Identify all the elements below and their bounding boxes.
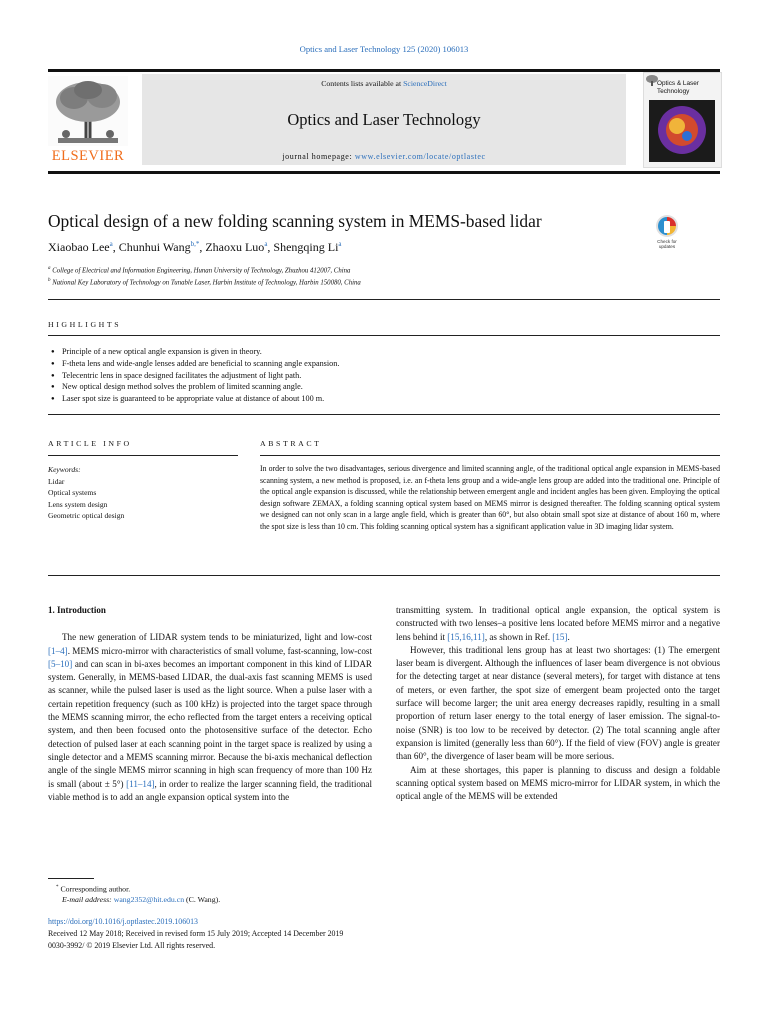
affiliation-sup: b <box>48 278 51 283</box>
affiliation <box>48 278 361 286</box>
divider <box>260 455 720 456</box>
email-link[interactable]: wang2352@hit.edu.cn <box>113 895 185 904</box>
right-column <box>396 604 720 803</box>
citation-link[interactable]: [5–10] <box>48 658 73 669</box>
contents-prefix: Contents lists available at <box>321 79 404 88</box>
left-column <box>48 604 372 804</box>
author-affil-sup[interactable]: b,* <box>190 240 200 248</box>
email-suffix: (C. Wang). <box>184 895 221 904</box>
received-dates: Received 12 May 2018; Received in revised form 15 July 2019; Accepted 14 December 2019 <box>48 929 344 938</box>
author-list: Xiaobao Lee$^a$, Chunhui Wang$^{b,*}$, Zhaoxu Luo$^a$, Shengqing Li$^a$ <box>48 240 342 254</box>
journal-title: Optics and Laser Technology <box>287 110 481 129</box>
journal-reference[interactable]: Optics and Laser Technology 125 (2020) 106013 <box>299 44 469 54</box>
highlights-list <box>48 346 648 405</box>
author-name[interactable]: Xiaobao Lee <box>48 240 110 254</box>
highlights-heading: HIGHLIGHTS <box>48 320 122 329</box>
affiliation <box>48 266 350 274</box>
affiliation-text: College of Electrical and Information Engineering, Hunan University of Technology, Zhuzhou 412007, China <box>52 267 351 275</box>
bottom-rule <box>48 171 720 174</box>
doi-link[interactable]: https://doi.org/10.1016/j.optlastec.2019.106013 <box>48 917 198 926</box>
keyword: Geometric optical design <box>48 511 125 521</box>
journal-homepage <box>142 152 626 161</box>
author-affil-sup[interactable]: a <box>109 240 113 248</box>
article-info-heading: ARTICLE INFO <box>48 439 132 448</box>
author-affil-sup[interactable]: a <box>338 240 342 248</box>
paragraph: The new generation of LIDAR system tends to be miniaturized, light and low-cost [1–4]. MEMS micro-mirror with characteristics of small volume, fast-scanning, low-cost [5–10] and can scan in bi-axes becomes an important component in this kind of LIDAR system. Generally, in MEMS-based LIDAR, the dual-axis fast scanning MEMS is used as scanner, while the pulsed laser is used as the light source. When a pulse laser with a certain repetition frequency (such as 100 kHz) is projected into the target space through the MEMS scanning mirror, the echo reflected from the target enters a receiving optical system, and then been focused onto the photosensitive surface of the detector. Echo detection of pulsed laser at each scanning point in the target space is realized by using a single detector and a MEMS scanning mirror. Because the bi-axis mechanical deflection angle of the single MEMS mirror scanning in high scan frequency of more than 100 Hz is small (about ± 5°) [11–14], in order to realize the larger scanning field, the traditional viable method is to add an angle expansion optical system into the <box>48 632 372 802</box>
highlight-item: ● Principle of a new optical angle expansion is given in theory. <box>48 346 648 358</box>
publisher-wordmark: ELSEVIER <box>51 148 125 164</box>
citation-link[interactable]: [1–4] <box>48 645 68 656</box>
divider <box>48 335 720 336</box>
citation-link[interactable]: [15,16,11] <box>447 631 485 642</box>
divider <box>48 455 238 456</box>
footnote-rule <box>48 878 94 879</box>
copyright: 0030-3992/ © 2019 Elsevier Ltd. All rights reserved. <box>48 941 216 950</box>
article-title: Optical design of a new folding scanning system in MEMS-based lidar <box>48 211 542 231</box>
section-heading: 1. Introduction <box>48 605 106 615</box>
author-name[interactable]: Chunhui Wang <box>118 240 191 254</box>
footnote-email <box>62 894 220 906</box>
keywords-block <box>48 464 228 522</box>
paragraph: However, this traditional lens group has at least two shortages: (1) The emergent laser beam is divergent. Although the influences of laser beam divergence is not obvious for the detecting target at near distance (several meters), for target with distance at tens of meters, or even farther, the spot size of emergent beam projected onto the target surface will become larger; the unit area energy decreases rapidly, resulting in a small proportion of return laser energy to the total energy of laser emission. The signal-to-noise (SNR) is too low to be received by detector. (2) The total scanning angle after expansion is limited (generally less than 60°). If the field of view (FOV) angle is greater than 60°, the divergence of laser beam will be more serious. <box>396 644 720 762</box>
keywords-label: Keywords: <box>48 465 81 474</box>
email-label: E-mail address: <box>62 895 114 904</box>
check-for-updates-icon[interactable] <box>652 214 682 250</box>
highlight-item: ● F-theta lens and wide-angle lenses added are beneficial to scanning angle expansion. <box>48 358 648 370</box>
abstract-heading: ABSTRACT <box>260 439 322 448</box>
affiliation-sup: a <box>48 266 51 271</box>
divider <box>48 414 720 415</box>
keyword: Optical systems <box>48 488 97 498</box>
abstract-text: In order to solve the two disadvantages, serious divergence and limited scanning angle, of the traditional optical angle expansion in MEMS-based scanning system, a new method is proposed, i.e. an f-theta lens group and a wide-angle lens group are added into the traditional one. Principle of the optical angle expansion is discussed, while the relationship between emergent angle and incident angles has been given. Employing the optical design software ZEMAX, a folding scanning optical system based on MEMS mirror is designed thereafter. The folding scanning optical system we designed can not only scan in a large angle field, which is greater than 60°, but also obtain small spot size at distance of about 160 m, where the spot size is less than 10 cm. This folding scanning optical system has a significant application value in 3D imaging lidar system. <box>260 464 720 531</box>
cover-image <box>649 100 715 162</box>
svg-text:updates: updates <box>658 244 676 249</box>
divider <box>48 299 720 300</box>
highlight-item: ● New optical design method solves the problem of limited scanning angle. <box>48 381 648 393</box>
author-affil-sup[interactable]: a <box>264 240 268 248</box>
highlight-item: ● Telecentric lens in space designed facilitates the adjustment of light path. <box>48 370 648 382</box>
homepage-link[interactable]: www.elsevier.com/locate/optlastec <box>354 152 486 161</box>
cover-title: Optics & Laser Technology <box>657 80 699 95</box>
author-name[interactable]: Zhaoxu Luo <box>205 240 265 254</box>
keyword: Lidar <box>48 476 65 486</box>
divider <box>48 575 720 576</box>
highlight-item: ● Laser spot size is guaranteed to be appropriate value at distance of about 100 m. <box>48 393 648 405</box>
author-name[interactable]: Shengqing Li <box>273 240 339 254</box>
citation-link[interactable]: [15] <box>552 631 568 642</box>
sciencedirect-link[interactable]: ScienceDirect <box>403 79 447 88</box>
paragraph: transmitting system. In traditional optical angle expansion, the optical system is constructed with two lenses–a positive lens located before MEMS mirror and a negative lens behind it [15,16,11], as shown in Ref. [15]. <box>396 605 720 642</box>
affiliation-text: National Key Laboratory of Technology on Tunable Laser, Harbin Institute of Technology, Harbin 150080, China <box>52 279 361 287</box>
top-rule <box>48 69 720 72</box>
crossmark-label: Check for <box>657 239 677 244</box>
footnote-text: Corresponding author. <box>60 884 131 894</box>
keyword: Lens system design <box>48 499 108 509</box>
paragraph: Aim at these shortages, this paper is planning to discuss and design a foldable scanning optical system based on MEMS micro-mirror for LIDAR system, in which the optical angle of the MEMS will be extended <box>396 764 720 802</box>
footnote-mark: * <box>56 885 59 890</box>
homepage-label: journal homepage: <box>282 152 355 161</box>
citation-link[interactable]: [11–14] <box>126 778 155 789</box>
contents-available <box>142 79 626 88</box>
